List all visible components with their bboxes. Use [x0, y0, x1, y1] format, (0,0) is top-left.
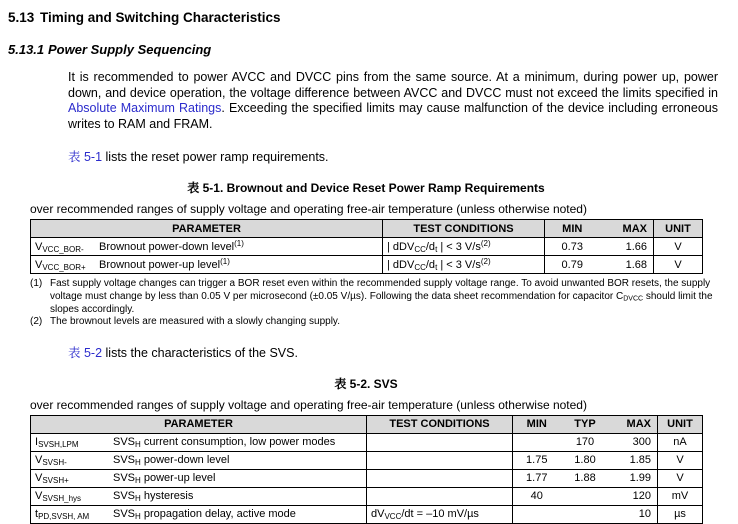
table-5-1 [30, 219, 703, 274]
subsection-title: Power Supply Sequencing [48, 42, 212, 57]
parameter-cell [31, 451, 367, 469]
unit-cell: V [654, 256, 703, 274]
footnote-text: The brownout levels are measured with a slowly changing supply. [50, 316, 340, 328]
test-conditions-cell: $dV_{VCC}/dt = -10$ mV/µs [367, 505, 513, 523]
table-row [31, 451, 703, 469]
max-cell: 1.68 [600, 256, 654, 274]
min-cell [513, 505, 561, 523]
section-heading [8, 10, 718, 25]
column-header-min: MIN [513, 415, 561, 433]
column-header-max: MAX [610, 415, 658, 433]
parameter-symbol: $V_{SVSH+}$ [35, 472, 69, 486]
table-5-1-ref-link[interactable]: 表 5-1 [68, 150, 103, 165]
parameter-symbol: $V_{VCC\_BOR-}$ [35, 240, 84, 254]
footnote-text: Fast supply voltage changes can trigger a BOR reset even within the recommended supply voltage range. To avoid unwanted BOR resets, the supply voltage must change by less than 0.05 V per microsecond (±0.05 V/µs). Following the data sheet recommendation for capacitor $C_{DVCC}$ should limit the slopes accordingly. [50, 278, 713, 315]
column-header-min: MIN [545, 220, 600, 238]
table-row [31, 433, 703, 451]
table-5-1-intro-rest: lists the reset power ramp requirements. [102, 150, 329, 165]
column-header-typ: TYP [561, 415, 610, 433]
test-conditions-cell: | $dDV_{CC}/d_t$ | < 3 $V/s^{(2)}$ [383, 238, 545, 256]
test-conditions-cell [367, 433, 513, 451]
table-5-2-intro-rest: lists the characteristics of the SVS. [102, 345, 298, 360]
unit-cell: µs [658, 505, 703, 523]
max-cell: 300 [610, 433, 658, 451]
parameter-description: $SVS_H$ power-down level [113, 454, 230, 468]
parameter-description: $SVS_H$ propagation delay, active mode [113, 508, 296, 522]
unit-cell: V [658, 469, 703, 487]
typ-cell: 1.80 [561, 451, 610, 469]
column-header-max: MAX [600, 220, 654, 238]
section-number: 5.13 [8, 10, 35, 25]
typ-cell: 1.88 [561, 469, 610, 487]
parameter-description: $SVS_H$ hysteresis [113, 490, 194, 504]
column-header-test-conditions: TEST CONDITIONS [383, 220, 545, 238]
typ-cell [561, 505, 610, 523]
unit-cell: V [658, 451, 703, 469]
table-5-2-header-row [31, 415, 703, 433]
parameter-description: Brownout power-up level$^{(1)}$ [99, 256, 230, 271]
max-cell: 1.66 [600, 238, 654, 256]
test-conditions-cell [367, 469, 513, 487]
table-row [31, 487, 703, 505]
min-cell: 0.73 [545, 238, 600, 256]
column-header-unit: UNIT [654, 220, 703, 238]
table-5-2-condition-line: over recommended ranges of supply voltage and operating free-air temperature (unless otherwise noted) [30, 397, 587, 412]
column-header-parameter: PARAMETER [31, 415, 367, 433]
column-header-parameter: PARAMETER [31, 220, 383, 238]
table-5-1-condition-line: over recommended ranges of supply voltage and operating free-air temperature (unless otherwise noted) [30, 202, 587, 217]
parameter-description: Brownout power-down level$^{(1)}$ [99, 238, 244, 253]
parameter-symbol: $V_{VCC\_BOR+}$ [35, 258, 86, 272]
subsection-number: 5.13.1 [8, 42, 45, 57]
table-5-1-header-row [31, 220, 703, 238]
table-row [31, 238, 703, 256]
test-conditions-cell: | $dDV_{CC}/d_t$ | < 3 $V/s^{(2)}$ [383, 256, 545, 274]
table-5-2-intro-sentence [68, 343, 718, 361]
min-cell: 1.77 [513, 469, 561, 487]
subsection-heading [8, 42, 718, 57]
test-conditions-cell [367, 487, 513, 505]
footnote-number: (1) [30, 278, 43, 290]
parameter-symbol: $V_{SVSH\_hys}$ [35, 490, 82, 504]
parameter-symbol: $I_{SVSH,LPM}$ [35, 436, 79, 450]
intro-text-after: . Exceeding the specified limits may cause malfunction of the device including erroneous writes to RAM and FRAM. [68, 101, 718, 131]
table-5-2 [30, 415, 703, 524]
max-cell: 1.99 [610, 469, 658, 487]
parameter-symbol: $V_{SVSH-}$ [35, 454, 67, 468]
table-5-2-ref-link[interactable]: 表 5-2 [68, 345, 103, 360]
intro-paragraph [68, 70, 718, 132]
table-5-1-intro-sentence [68, 147, 718, 165]
table-row [31, 505, 703, 523]
absolute-maximum-ratings-link[interactable]: Absolute Maximum Ratings [68, 101, 222, 116]
intro-text-before: It is recommended to power AVCC and DVCC pins from the same source. At a minimum, during power up, power down, and device operation, the voltage difference between AVCC and DVCC must not exceed the limits specified in [68, 70, 718, 100]
min-cell [513, 433, 561, 451]
parameter-symbol: $t_{PD,SVSH, AM}$ [35, 508, 90, 522]
min-cell: 40 [513, 487, 561, 505]
max-cell: 120 [610, 487, 658, 505]
table-5-1-footnotes [30, 278, 724, 328]
footnote-1 [30, 278, 724, 316]
column-header-unit: UNIT [658, 415, 703, 433]
parameter-cell [31, 487, 367, 505]
typ-cell [561, 487, 610, 505]
typ-cell: 170 [561, 433, 610, 451]
table-5-2-caption: 表 5-2. SVS [334, 376, 398, 391]
footnote-2 [30, 316, 724, 329]
parameter-cell [31, 256, 383, 274]
min-cell: 0.79 [545, 256, 600, 274]
unit-cell: mV [658, 487, 703, 505]
column-header-test-conditions: TEST CONDITIONS [367, 415, 513, 433]
max-cell: 1.85 [610, 451, 658, 469]
parameter-cell [31, 238, 383, 256]
unit-cell: nA [658, 433, 703, 451]
parameter-description: $SVS_H$ power-up level [113, 472, 216, 486]
unit-cell: V [654, 238, 703, 256]
parameter-description: $SVS_H$ current consumption, low power modes [113, 436, 336, 450]
table-row [31, 469, 703, 487]
parameter-cell [31, 505, 367, 523]
table-row [31, 256, 703, 274]
max-cell: 10 [610, 505, 658, 523]
footnote-number: (2) [30, 316, 43, 328]
section-title: Timing and Switching Characteristics [40, 10, 281, 25]
min-cell: 1.75 [513, 451, 561, 469]
test-conditions-cell [367, 451, 513, 469]
table-5-1-caption: 表 5-1. Brownout and Device Reset Power Ramp Requirements [187, 181, 545, 196]
parameter-cell [31, 469, 367, 487]
parameter-cell [31, 433, 367, 451]
